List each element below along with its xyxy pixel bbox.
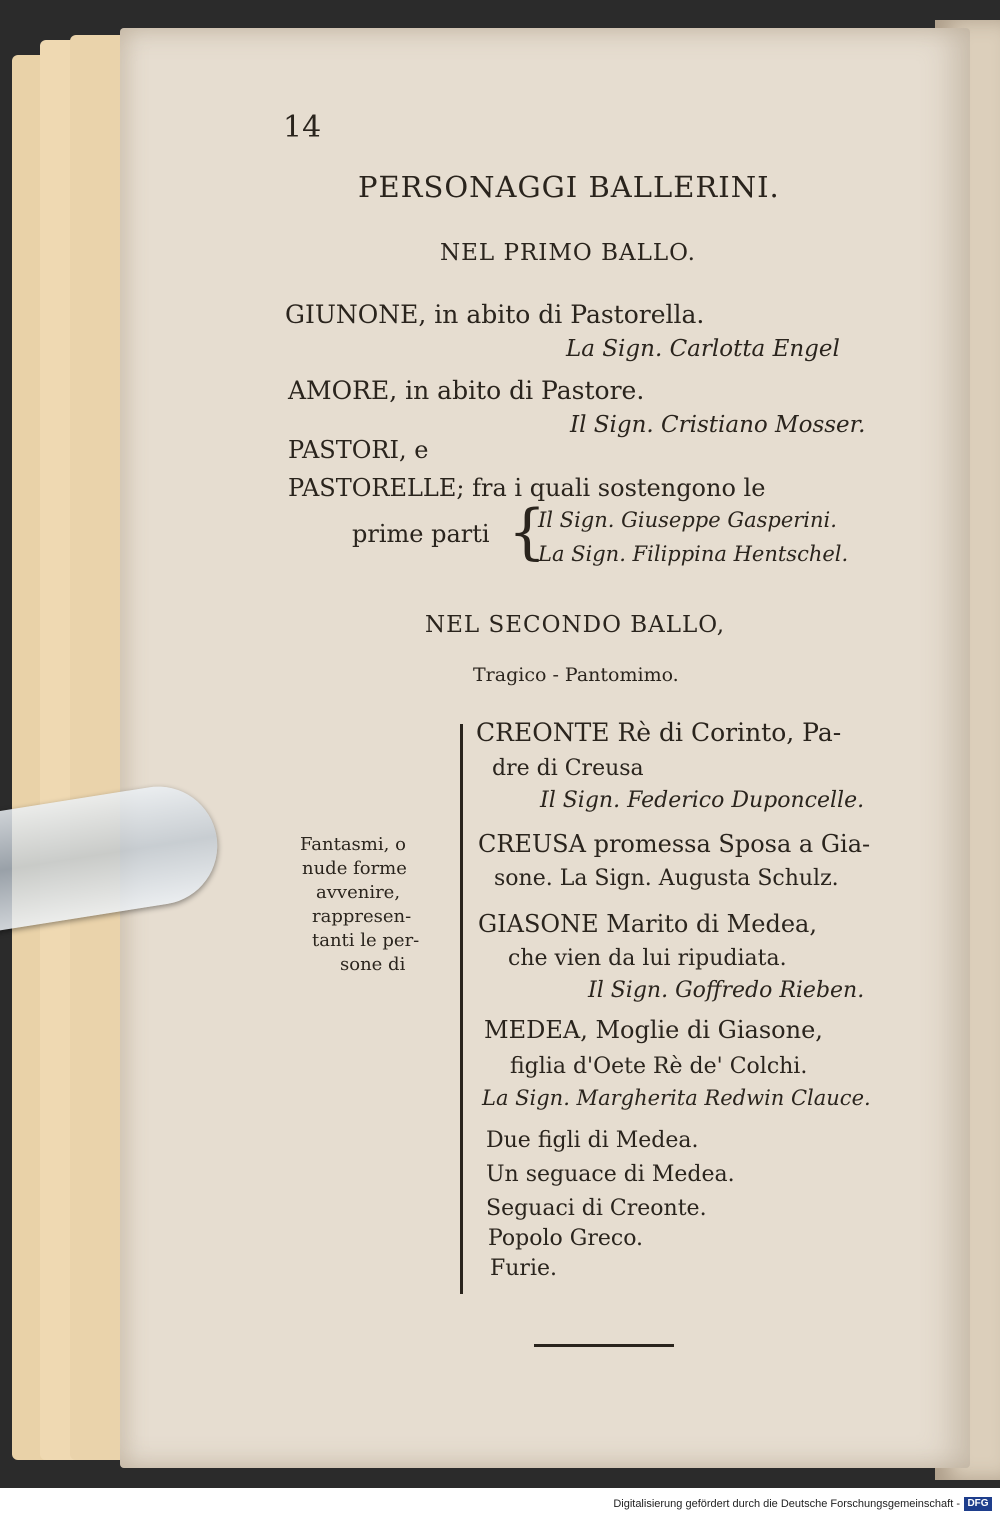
- performer-line: Il Sign. Giuseppe Gasperini.: [538, 508, 837, 532]
- role-line: che vien da lui ripudiata.: [508, 946, 787, 971]
- performer-line: Il Sign. Goffredo Rieben.: [588, 978, 865, 1003]
- page-title: PERSONAGGI BALLERINI.: [358, 170, 780, 204]
- left-note-line: Fantasmi, o: [300, 834, 406, 855]
- other-role-line: Seguaci di Creonte.: [486, 1196, 707, 1221]
- page-number: 14: [283, 110, 322, 145]
- brace: {: [508, 497, 547, 567]
- role-line: figlia d'Oete Rè de' Colchi.: [510, 1054, 808, 1079]
- other-role-line: Popolo Greco.: [488, 1226, 644, 1251]
- performer-line: La Sign. Carlotta Engel: [566, 336, 840, 362]
- other-role-line: Un seguace di Medea.: [486, 1162, 735, 1187]
- role-line: GIASONE Marito di Medea,: [478, 910, 817, 938]
- performer-line: La Sign. Margherita Redwin Clauce.: [482, 1086, 871, 1110]
- role-line: CREUSA promessa Sposa a Gia-: [478, 830, 871, 858]
- dfg-logo: DFG: [964, 1497, 992, 1511]
- other-role-line: Due figli di Medea.: [486, 1128, 699, 1153]
- left-note-line: avvenire,: [316, 882, 401, 903]
- left-note-line: rappresen-: [312, 906, 412, 927]
- role-line: AMORE, in abito di Pastore.: [288, 376, 645, 405]
- bracket-line: [460, 724, 463, 1294]
- second-ballet-heading: NEL SECONDO BALLO,: [425, 612, 726, 638]
- role-line: PASTORI, e: [288, 436, 429, 464]
- role-line: MEDEA, Moglie di Giasone,: [484, 1016, 823, 1044]
- closing-rule: [534, 1344, 674, 1347]
- left-note-line: tanti le per-: [312, 930, 420, 951]
- first-ballet-heading: NEL PRIMO BALLO.: [440, 240, 696, 266]
- performer-line: La Sign. Filippina Hentschel.: [538, 542, 849, 566]
- performer-line: Il Sign. Cristiano Mosser.: [570, 412, 866, 438]
- performer-line: Il Sign. Federico Duponcelle.: [540, 788, 865, 813]
- other-role-line: Furie.: [490, 1256, 557, 1281]
- role-line: PASTORELLE; fra i quali sostengono le: [288, 474, 766, 502]
- role-line: GIUNONE, in abito di Pastorella.: [285, 300, 705, 329]
- footer-text: Digitalisierung gefördert durch die Deutsche Forschungsgemeinschaft -: [613, 1498, 960, 1510]
- role-line: dre di Creusa: [492, 756, 644, 781]
- second-ballet-subheading: Tragico - Pantomimo.: [473, 664, 679, 686]
- role-line: sone. La Sign. Augusta Schulz.: [494, 866, 839, 891]
- role-line: CREONTE Rè di Corinto, Pa-: [476, 718, 842, 747]
- role-line: prime parti: [352, 520, 490, 548]
- left-note-line: sone di: [340, 954, 406, 975]
- left-note-line: nude forme: [302, 858, 407, 879]
